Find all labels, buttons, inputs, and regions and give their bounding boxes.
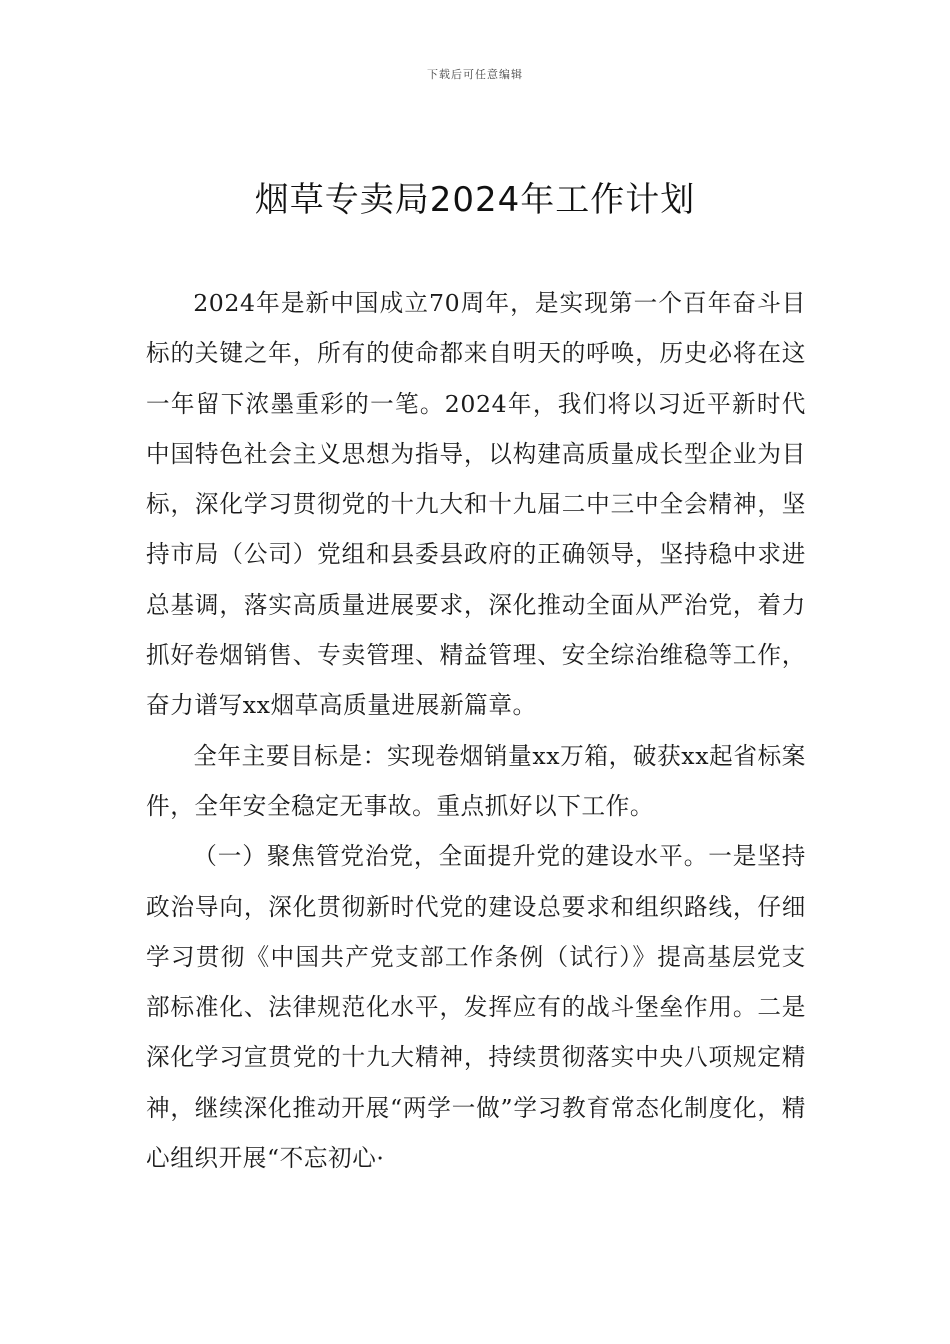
paragraph-goals: 全年主要目标是：实现卷烟销量xx万箱，破获xx起省标案件，全年安全稳定无事故。重点抓好以下工作。 bbox=[146, 741, 806, 820]
document-title: 烟草专卖局2024年工作计划 bbox=[254, 180, 696, 220]
document-body bbox=[146, 278, 806, 1183]
paragraph-intro: 2024年是新中国成立70周年，是实现第一个百年奋斗目标的关键之年，所有的使命都来自明天的呼唤，历史必将在这一年留下浓墨重彩的一笔。2024年，我们将以习近平新时代中国特色社会主义思想为指导，以构建高质量成长型企业为目标，深化学习贯彻党的十九大和十九届二中三中全会精神，坚持市局（公司）党组和县委县政府的正确领导，坚持稳中求进总基调，落实高质量进展要求，深化推动全面从严治党，着力抓好卷烟销售、专卖管理、精益管理、安全综治维稳等工作，奋力谱写xx烟草高质量进展新篇章。 bbox=[146, 289, 806, 720]
header-note: 下载后可任意编辑 bbox=[427, 68, 523, 81]
paragraph-section-1: （一）聚焦管党治党，全面提升党的建设水平。一是坚持政治导向，深化贯彻新时代党的建设总要求和组织路线，仔细学习贯彻《中国共产党支部工作条例（试行）》提高基层党支部标准化、法律规范化水平，发挥应有的战斗堡垒作用。二是深化学习宣贯党的十九大精神，持续贯彻落实中央八项规定精神，继续深化推动开展“两学一做”学习教育常态化制度化，精心组织开展“不忘初心· bbox=[146, 842, 806, 1173]
